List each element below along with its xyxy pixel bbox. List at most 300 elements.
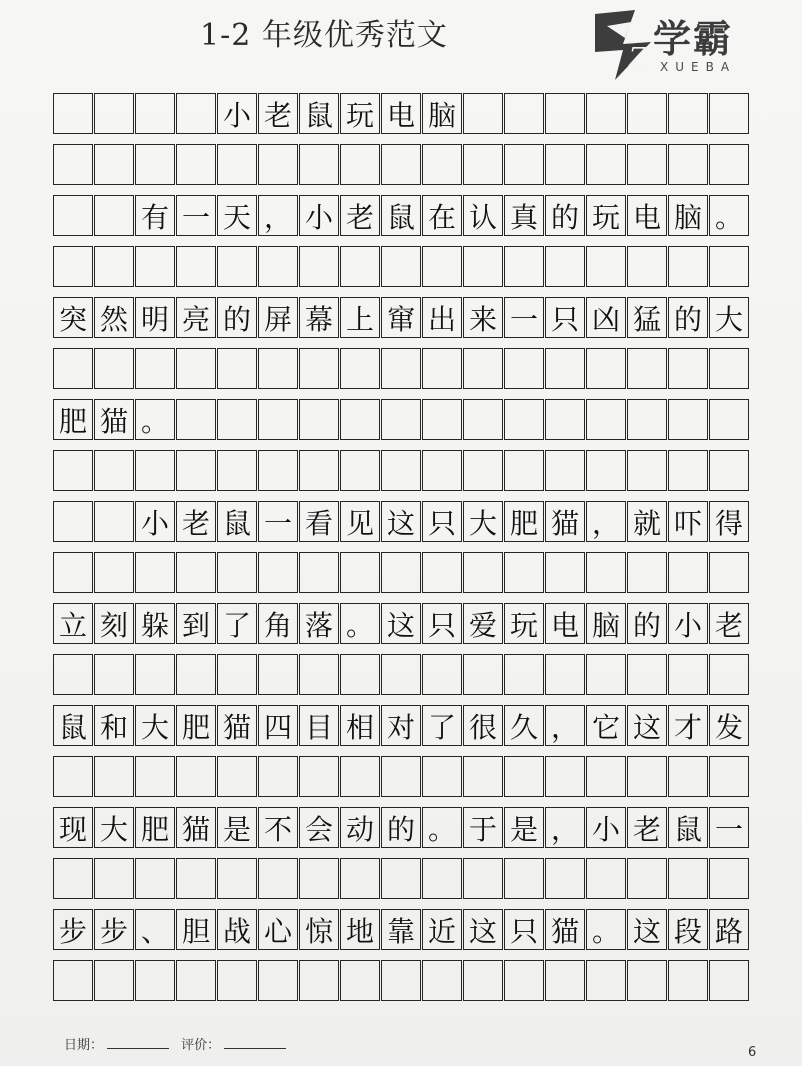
empty-cell xyxy=(217,552,257,593)
empty-cell xyxy=(381,960,421,1001)
essay-line-row xyxy=(53,909,751,952)
blank-grid-row xyxy=(53,144,751,187)
empty-cell xyxy=(299,552,339,593)
empty-cell xyxy=(258,246,298,287)
empty-cell xyxy=(504,93,544,134)
empty-cell xyxy=(135,348,175,389)
empty-cell xyxy=(504,399,544,440)
character-cell: 窜 xyxy=(381,297,421,338)
character-cell: 认 xyxy=(463,195,503,236)
empty-cell xyxy=(135,450,175,491)
character-cell: 老 xyxy=(258,93,298,134)
character-cell: 小 xyxy=(217,93,257,134)
character-cell: 只 xyxy=(545,297,585,338)
character-cell: 小 xyxy=(586,807,626,848)
character-cell: 玩 xyxy=(586,195,626,236)
empty-cell xyxy=(463,960,503,1001)
empty-cell xyxy=(94,552,134,593)
character-cell: 会 xyxy=(299,807,339,848)
empty-cell xyxy=(545,93,585,134)
empty-cell xyxy=(176,399,216,440)
empty-cell xyxy=(340,960,380,1001)
blank-grid-row xyxy=(53,756,751,799)
empty-cell xyxy=(709,450,749,491)
empty-cell xyxy=(299,399,339,440)
character-cell: 大 xyxy=(463,501,503,542)
essay-line-row xyxy=(53,603,751,646)
footer xyxy=(64,1034,294,1053)
empty-cell xyxy=(504,858,544,899)
character-cell: 在 xyxy=(422,195,462,236)
empty-cell xyxy=(504,552,544,593)
character-cell: 只 xyxy=(422,603,462,644)
empty-cell xyxy=(217,450,257,491)
character-cell: 到 xyxy=(176,603,216,644)
blank-grid-row xyxy=(53,654,751,697)
empty-cell xyxy=(299,348,339,389)
character-cell: 屏 xyxy=(258,297,298,338)
empty-cell xyxy=(586,450,626,491)
empty-cell xyxy=(94,348,134,389)
empty-cell xyxy=(340,756,380,797)
character-cell: 小 xyxy=(668,603,708,644)
empty-cell xyxy=(422,144,462,185)
character-cell: 老 xyxy=(709,603,749,644)
character-cell: 玩 xyxy=(504,603,544,644)
empty-cell xyxy=(135,654,175,695)
character-cell: ， xyxy=(545,705,585,746)
empty-cell xyxy=(53,552,93,593)
character-cell: 凶 xyxy=(586,297,626,338)
empty-cell xyxy=(258,960,298,1001)
character-cell: 的 xyxy=(217,297,257,338)
character-cell: 鼠 xyxy=(217,501,257,542)
character-cell: 这 xyxy=(627,909,667,950)
character-cell: 明 xyxy=(135,297,175,338)
character-cell: 肥 xyxy=(53,399,93,440)
character-cell: 电 xyxy=(545,603,585,644)
empty-cell xyxy=(668,93,708,134)
character-cell: 脑 xyxy=(422,93,462,134)
empty-cell xyxy=(176,450,216,491)
character-cell: 是 xyxy=(217,807,257,848)
empty-cell xyxy=(668,552,708,593)
character-cell: 步 xyxy=(94,909,134,950)
character-cell: 久 xyxy=(504,705,544,746)
empty-cell xyxy=(545,450,585,491)
empty-cell xyxy=(545,144,585,185)
empty-cell xyxy=(176,93,216,134)
empty-cell xyxy=(668,858,708,899)
empty-cell xyxy=(299,654,339,695)
character-cell: ， xyxy=(258,195,298,236)
empty-cell xyxy=(217,348,257,389)
empty-cell xyxy=(627,246,667,287)
empty-cell xyxy=(422,654,462,695)
empty-cell xyxy=(545,960,585,1001)
blank-grid-row xyxy=(53,246,751,289)
empty-cell xyxy=(463,756,503,797)
empty-cell xyxy=(545,246,585,287)
character-cell: 玩 xyxy=(340,93,380,134)
essay-line-row xyxy=(53,807,751,850)
empty-cell xyxy=(258,654,298,695)
character-cell: 这 xyxy=(381,603,421,644)
character-cell: 。 xyxy=(709,195,749,236)
empty-cell xyxy=(258,552,298,593)
character-cell: 它 xyxy=(586,705,626,746)
empty-cell xyxy=(545,654,585,695)
character-cell: 出 xyxy=(422,297,462,338)
empty-cell xyxy=(217,399,257,440)
empty-cell xyxy=(299,756,339,797)
empty-cell xyxy=(586,144,626,185)
empty-cell xyxy=(627,348,667,389)
character-cell: 肥 xyxy=(135,807,175,848)
empty-cell xyxy=(463,552,503,593)
character-cell: 。 xyxy=(340,603,380,644)
character-cell: 猛 xyxy=(627,297,667,338)
logo-subtitle: XUEBA xyxy=(660,60,737,74)
date-blank xyxy=(107,1038,169,1049)
character-cell: 。 xyxy=(422,807,462,848)
empty-cell xyxy=(135,858,175,899)
character-cell: 天 xyxy=(217,195,257,236)
blank-grid-row xyxy=(53,348,751,391)
character-cell: 幕 xyxy=(299,297,339,338)
empty-cell xyxy=(668,348,708,389)
empty-cell xyxy=(217,858,257,899)
empty-cell xyxy=(504,960,544,1001)
empty-cell xyxy=(422,960,462,1001)
empty-cell xyxy=(627,858,667,899)
empty-cell xyxy=(94,858,134,899)
empty-cell xyxy=(53,858,93,899)
empty-cell xyxy=(53,195,93,236)
essay-title-row xyxy=(53,93,751,136)
character-cell: 才 xyxy=(668,705,708,746)
empty-cell xyxy=(53,501,93,542)
character-cell: 见 xyxy=(340,501,380,542)
empty-cell xyxy=(94,960,134,1001)
character-cell: 动 xyxy=(340,807,380,848)
writing-grid xyxy=(53,93,751,1010)
empty-cell xyxy=(422,399,462,440)
empty-cell xyxy=(463,450,503,491)
page-number: 6 xyxy=(748,1045,757,1060)
character-cell: 心 xyxy=(258,909,298,950)
empty-cell xyxy=(135,144,175,185)
character-cell: 立 xyxy=(53,603,93,644)
character-cell: 鼠 xyxy=(381,195,421,236)
empty-cell xyxy=(94,93,134,134)
empty-cell xyxy=(94,450,134,491)
empty-cell xyxy=(299,450,339,491)
character-cell: 靠 xyxy=(381,909,421,950)
empty-cell xyxy=(422,756,462,797)
empty-cell xyxy=(176,246,216,287)
blank-grid-row xyxy=(53,450,751,493)
character-cell: 爱 xyxy=(463,603,503,644)
blank-grid-row xyxy=(53,960,751,1003)
empty-cell xyxy=(53,756,93,797)
empty-cell xyxy=(586,552,626,593)
empty-cell xyxy=(258,144,298,185)
character-cell: 地 xyxy=(340,909,380,950)
empty-cell xyxy=(340,399,380,440)
empty-cell xyxy=(627,93,667,134)
empty-cell xyxy=(586,246,626,287)
rating-label: 评价： xyxy=(181,1038,221,1053)
empty-cell xyxy=(176,756,216,797)
empty-cell xyxy=(258,348,298,389)
empty-cell xyxy=(463,399,503,440)
character-cell: 段 xyxy=(668,909,708,950)
empty-cell xyxy=(381,246,421,287)
character-cell: 大 xyxy=(709,297,749,338)
character-cell: 脑 xyxy=(668,195,708,236)
empty-cell xyxy=(709,756,749,797)
character-cell: 鼠 xyxy=(668,807,708,848)
character-cell: 近 xyxy=(422,909,462,950)
character-cell: 鼠 xyxy=(53,705,93,746)
character-cell: 、 xyxy=(135,909,175,950)
empty-cell xyxy=(545,552,585,593)
empty-cell xyxy=(53,960,93,1001)
empty-cell xyxy=(668,246,708,287)
empty-cell xyxy=(668,399,708,440)
empty-cell xyxy=(340,348,380,389)
page-title: 1-2 年级优秀范文 xyxy=(200,18,448,53)
empty-cell xyxy=(176,348,216,389)
character-cell: 大 xyxy=(94,807,134,848)
empty-cell xyxy=(545,348,585,389)
character-cell: 一 xyxy=(258,501,298,542)
rating-blank xyxy=(224,1038,286,1049)
empty-cell xyxy=(504,246,544,287)
character-cell: 躲 xyxy=(135,603,175,644)
empty-cell xyxy=(340,858,380,899)
character-cell: 是 xyxy=(504,807,544,848)
empty-cell xyxy=(709,654,749,695)
empty-cell xyxy=(340,450,380,491)
blank-grid-row xyxy=(53,858,751,901)
empty-cell xyxy=(217,654,257,695)
character-cell: 这 xyxy=(381,501,421,542)
empty-cell xyxy=(53,93,93,134)
empty-cell xyxy=(53,348,93,389)
character-cell: 猫 xyxy=(545,909,585,950)
empty-cell xyxy=(463,93,503,134)
empty-cell xyxy=(504,654,544,695)
empty-cell xyxy=(176,654,216,695)
character-cell: 肥 xyxy=(504,501,544,542)
logo-text: 学霸 xyxy=(653,17,734,61)
character-cell: 鼠 xyxy=(299,93,339,134)
empty-cell xyxy=(463,246,503,287)
character-cell: 真 xyxy=(504,195,544,236)
empty-cell xyxy=(627,960,667,1001)
character-cell: 的 xyxy=(545,195,585,236)
empty-cell xyxy=(217,756,257,797)
empty-cell xyxy=(53,450,93,491)
character-cell: 这 xyxy=(463,909,503,950)
empty-cell xyxy=(668,756,708,797)
empty-cell xyxy=(709,93,749,134)
empty-cell xyxy=(381,552,421,593)
character-cell: 一 xyxy=(176,195,216,236)
essay-line-row xyxy=(53,399,751,442)
empty-cell xyxy=(340,144,380,185)
empty-cell xyxy=(545,756,585,797)
date-label: 日期： xyxy=(64,1038,104,1053)
empty-cell xyxy=(217,960,257,1001)
empty-cell xyxy=(176,552,216,593)
character-cell: 现 xyxy=(53,807,93,848)
empty-cell xyxy=(94,756,134,797)
empty-cell xyxy=(627,756,667,797)
character-cell: 不 xyxy=(258,807,298,848)
empty-cell xyxy=(299,858,339,899)
character-cell: 了 xyxy=(422,705,462,746)
character-cell: 看 xyxy=(299,501,339,542)
character-cell: 的 xyxy=(381,807,421,848)
empty-cell xyxy=(586,654,626,695)
character-cell: 来 xyxy=(463,297,503,338)
empty-cell xyxy=(627,654,667,695)
empty-cell xyxy=(340,246,380,287)
empty-cell xyxy=(586,348,626,389)
empty-cell xyxy=(422,552,462,593)
character-cell: 和 xyxy=(94,705,134,746)
character-cell: 有 xyxy=(135,195,175,236)
empty-cell xyxy=(668,960,708,1001)
empty-cell xyxy=(340,552,380,593)
empty-cell xyxy=(463,144,503,185)
empty-cell xyxy=(94,144,134,185)
empty-cell xyxy=(381,756,421,797)
empty-cell xyxy=(504,144,544,185)
empty-cell xyxy=(422,858,462,899)
empty-cell xyxy=(627,552,667,593)
empty-cell xyxy=(94,501,134,542)
character-cell: 小 xyxy=(299,195,339,236)
empty-cell xyxy=(668,450,708,491)
empty-cell xyxy=(709,144,749,185)
character-cell: 亮 xyxy=(176,297,216,338)
character-cell: 得 xyxy=(709,501,749,542)
character-cell: 猫 xyxy=(217,705,257,746)
character-cell: 电 xyxy=(381,93,421,134)
character-cell: 大 xyxy=(135,705,175,746)
empty-cell xyxy=(381,450,421,491)
character-cell: 小 xyxy=(135,501,175,542)
empty-cell xyxy=(258,450,298,491)
empty-cell xyxy=(381,858,421,899)
empty-cell xyxy=(422,246,462,287)
character-cell: 就 xyxy=(627,501,667,542)
empty-cell xyxy=(176,960,216,1001)
empty-cell xyxy=(709,246,749,287)
character-cell: 惊 xyxy=(299,909,339,950)
empty-cell xyxy=(94,246,134,287)
character-cell: 的 xyxy=(627,603,667,644)
character-cell: 只 xyxy=(422,501,462,542)
empty-cell xyxy=(586,756,626,797)
essay-line-row xyxy=(53,501,751,544)
empty-cell xyxy=(299,144,339,185)
empty-cell xyxy=(299,960,339,1001)
empty-cell xyxy=(258,756,298,797)
empty-cell xyxy=(422,348,462,389)
character-cell: 于 xyxy=(463,807,503,848)
character-cell: 步 xyxy=(53,909,93,950)
empty-cell xyxy=(709,552,749,593)
empty-cell xyxy=(586,960,626,1001)
empty-cell xyxy=(135,756,175,797)
empty-cell xyxy=(381,654,421,695)
character-cell: 相 xyxy=(340,705,380,746)
character-cell: 战 xyxy=(217,909,257,950)
character-cell: 路 xyxy=(709,909,749,950)
empty-cell xyxy=(217,246,257,287)
character-cell: 脑 xyxy=(586,603,626,644)
empty-cell xyxy=(504,450,544,491)
empty-cell xyxy=(381,144,421,185)
svg-text:Z: Z xyxy=(629,43,648,73)
character-cell: 肥 xyxy=(176,705,216,746)
character-cell: 猫 xyxy=(545,501,585,542)
character-cell: ， xyxy=(545,807,585,848)
character-cell: 很 xyxy=(463,705,503,746)
character-cell: 四 xyxy=(258,705,298,746)
empty-cell xyxy=(709,858,749,899)
character-cell: 猫 xyxy=(94,399,134,440)
empty-cell xyxy=(463,654,503,695)
empty-cell xyxy=(627,144,667,185)
empty-cell xyxy=(463,348,503,389)
empty-cell xyxy=(504,348,544,389)
essay-line-row xyxy=(53,195,751,238)
empty-cell xyxy=(545,399,585,440)
empty-cell xyxy=(545,858,585,899)
character-cell: 老 xyxy=(627,807,667,848)
character-cell: 。 xyxy=(135,399,175,440)
character-cell: 刻 xyxy=(94,603,134,644)
essay-line-row xyxy=(53,705,751,748)
empty-cell xyxy=(94,195,134,236)
character-cell: 一 xyxy=(504,297,544,338)
character-cell: 胆 xyxy=(176,909,216,950)
character-cell: 老 xyxy=(340,195,380,236)
empty-cell xyxy=(668,144,708,185)
empty-cell xyxy=(627,450,667,491)
character-cell: 角 xyxy=(258,603,298,644)
character-cell: 上 xyxy=(340,297,380,338)
empty-cell xyxy=(258,858,298,899)
character-cell: 电 xyxy=(627,195,667,236)
character-cell: 发 xyxy=(709,705,749,746)
empty-cell xyxy=(53,246,93,287)
empty-cell xyxy=(176,144,216,185)
character-cell: 对 xyxy=(381,705,421,746)
character-cell: 突 xyxy=(53,297,93,338)
empty-cell xyxy=(53,144,93,185)
essay-line-row xyxy=(53,297,751,340)
empty-cell xyxy=(709,348,749,389)
empty-cell xyxy=(135,93,175,134)
empty-cell xyxy=(258,399,298,440)
